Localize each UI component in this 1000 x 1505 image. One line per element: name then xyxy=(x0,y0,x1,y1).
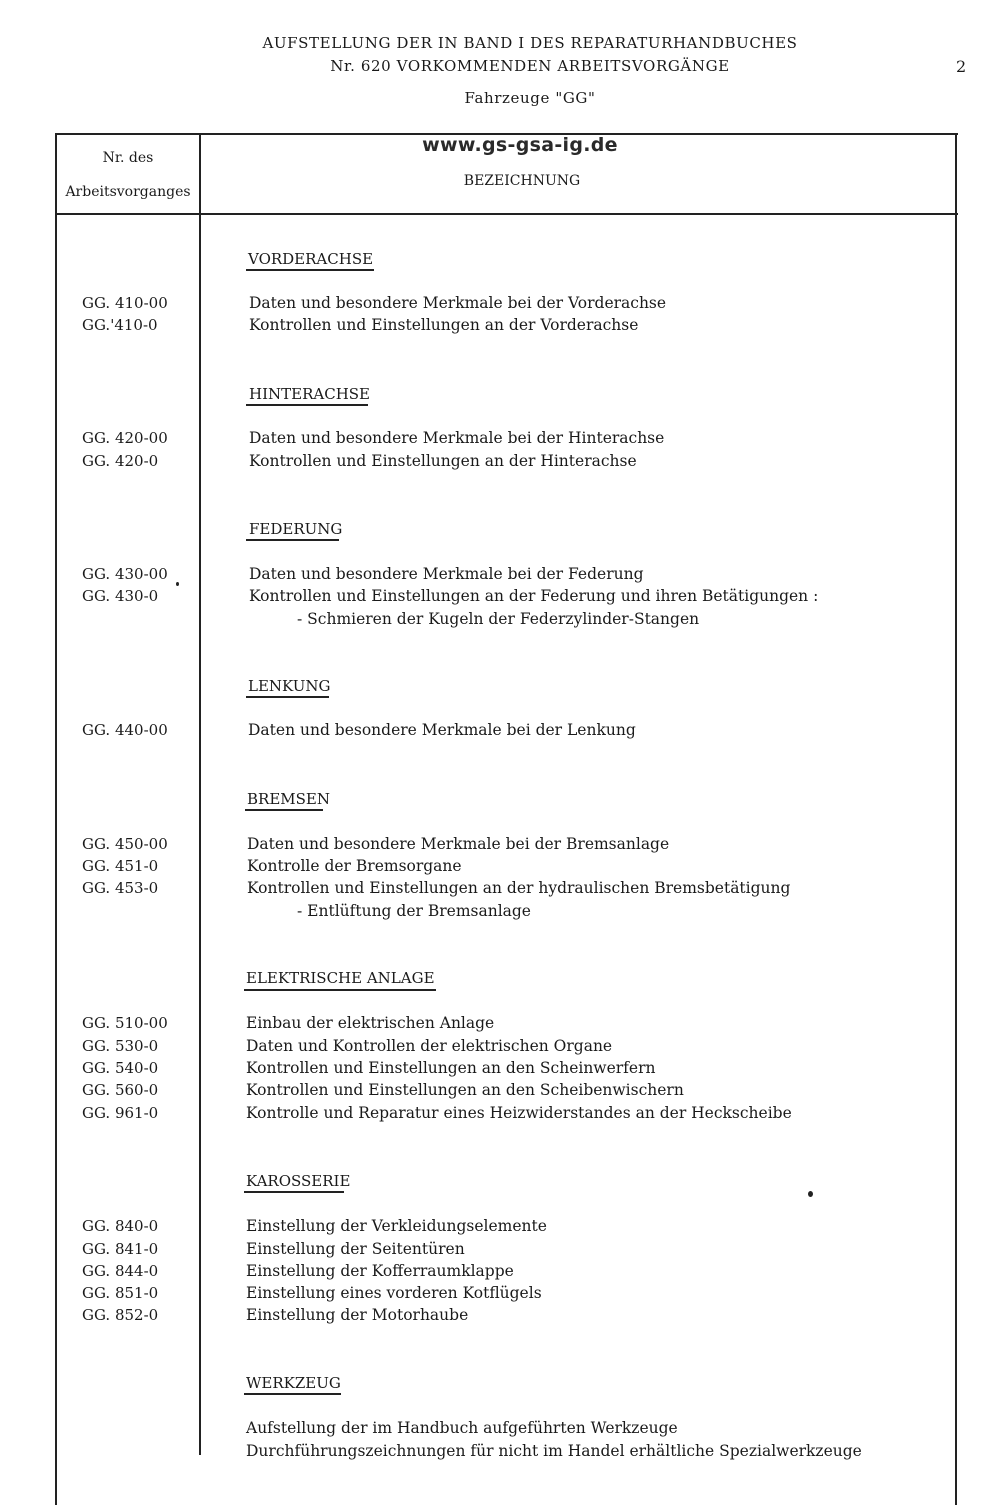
entry-text: Einstellung der Seitentüren xyxy=(246,1240,465,1258)
entry-text: Daten und besondere Merkmale bei der Vorderachse xyxy=(249,294,667,312)
entry-text: Daten und besondere Merkmale bei der Federung xyxy=(249,565,644,583)
entry-text: Durchführungszeichnungen für nicht im Handel erhältliche Spezialwerkzeuge xyxy=(246,1442,862,1460)
document-subtitle: Fahrzeuge "GG" xyxy=(464,89,596,107)
entry-text: Kontrollen und Einstellungen an der hydraulischen Bremsbetätigung xyxy=(247,879,791,897)
entry-code: GG. 430-0 xyxy=(82,587,159,605)
table-right-border xyxy=(955,133,957,1505)
entry-code: GG. 844-0 xyxy=(82,1262,159,1280)
section-underline xyxy=(246,696,329,698)
entry-text: Einstellung der Motorhaube xyxy=(246,1306,469,1324)
section-title: ELEKTRISCHE ANLAGE xyxy=(246,969,435,987)
section-title: VORDERACHSE xyxy=(248,250,374,268)
section-title: WERKZEUG xyxy=(246,1374,341,1392)
table-left-border xyxy=(55,133,57,1505)
section-underline xyxy=(244,1393,341,1395)
section-title: LENKUNG xyxy=(248,677,331,695)
entry-subtext: - Entlüftung der Bremsanlage xyxy=(297,902,531,920)
section-underline xyxy=(244,989,436,991)
entry-text: Kontrolle der Bremsorgane xyxy=(247,857,462,875)
page-number: 2 xyxy=(956,57,967,76)
watermark-url: www.gs-gsa-ig.de xyxy=(422,134,618,156)
section-underline xyxy=(246,404,368,406)
document-title-line2: Nr. 620 VORKOMMENDEN ARBEITSVORGÄNGE xyxy=(330,57,730,75)
entry-code: GG. 453-0 xyxy=(82,879,159,897)
document-title-line1: AUFSTELLUNG DER IN BAND I DES REPARATURHANDBUCHES xyxy=(262,34,798,52)
entry-text: Daten und besondere Merkmale bei der Hinterachse xyxy=(249,429,665,447)
entry-code: GG. 430-00 xyxy=(82,565,168,583)
entry-code: GG. 451-0 xyxy=(82,857,159,875)
entry-code: GG. 840-0 xyxy=(82,1217,159,1235)
entry-text: Daten und besondere Merkmale bei der Bremsanlage xyxy=(247,835,670,853)
entry-text: Kontrollen und Einstellungen an der Federung und ihren Betätigungen : xyxy=(249,587,819,605)
entry-text: Kontrollen und Einstellungen an der Hinterachse xyxy=(249,452,637,470)
entry-text: Einbau der elektrischen Anlage xyxy=(246,1014,495,1032)
entry-code: GG. 410-00 xyxy=(82,294,168,312)
entry-text: Einstellung der Verkleidungselemente xyxy=(246,1217,547,1235)
entry-text: Aufstellung der im Handbuch aufgeführten Werkzeuge xyxy=(246,1419,678,1437)
entry-code: GG. 510-00 xyxy=(82,1014,168,1032)
entry-text: Einstellung der Kofferraumklappe xyxy=(246,1262,514,1280)
section-underline xyxy=(244,1191,344,1193)
section-title: BREMSEN xyxy=(247,790,330,808)
section-title: FEDERUNG xyxy=(249,520,343,538)
entry-code: GG. 841-0 xyxy=(82,1240,159,1258)
table-column-divider xyxy=(199,133,201,1455)
entry-text: Daten und Kontrollen der elektrischen Organe xyxy=(246,1037,613,1055)
entry-text: Kontrollen und Einstellungen an der Vorderachse xyxy=(249,316,639,334)
entry-text: Einstellung eines vorderen Kotflügels xyxy=(246,1284,542,1302)
table-header-divider xyxy=(55,213,958,215)
section-underline xyxy=(245,809,323,811)
entry-code: GG. 540-0 xyxy=(82,1059,159,1077)
entry-code: GG.'410-0 xyxy=(82,316,158,334)
scan-speck xyxy=(176,582,179,586)
entry-code: GG. 440-00 xyxy=(82,721,168,739)
section-title: HINTERACHSE xyxy=(249,385,370,403)
entry-code: GG. 450-00 xyxy=(82,835,168,853)
entry-code: GG. 560-0 xyxy=(82,1081,159,1099)
entry-code: GG. 420-00 xyxy=(82,429,168,447)
section-underline xyxy=(246,269,374,271)
entry-text: Daten und besondere Merkmale bei der Lenkung xyxy=(248,721,636,739)
column-header-arbeitsvorgang: Arbeitsvorganges xyxy=(65,184,191,200)
section-underline xyxy=(246,539,339,541)
entry-subtext: - Schmieren der Kugeln der Federzylinder-Stangen xyxy=(297,610,700,628)
column-header-nr: Nr. des xyxy=(102,150,154,166)
section-title: KAROSSERIE xyxy=(246,1172,351,1190)
entry-text: Kontrollen und Einstellungen an den Scheibenwischern xyxy=(246,1081,684,1099)
entry-code: GG. 852-0 xyxy=(82,1306,159,1324)
entry-text: Kontrollen und Einstellungen an den Scheinwerfern xyxy=(246,1059,656,1077)
entry-code: GG. 420-0 xyxy=(82,452,159,470)
entry-code: GG. 961-0 xyxy=(82,1104,159,1122)
scan-speck xyxy=(808,1191,813,1197)
entry-text: Kontrolle und Reparatur eines Heizwiderstandes an der Heckscheibe xyxy=(246,1104,792,1122)
entry-code: GG. 530-0 xyxy=(82,1037,159,1055)
entry-code: GG. 851-0 xyxy=(82,1284,159,1302)
column-header-bezeichnung: BEZEICHNUNG xyxy=(463,173,581,189)
